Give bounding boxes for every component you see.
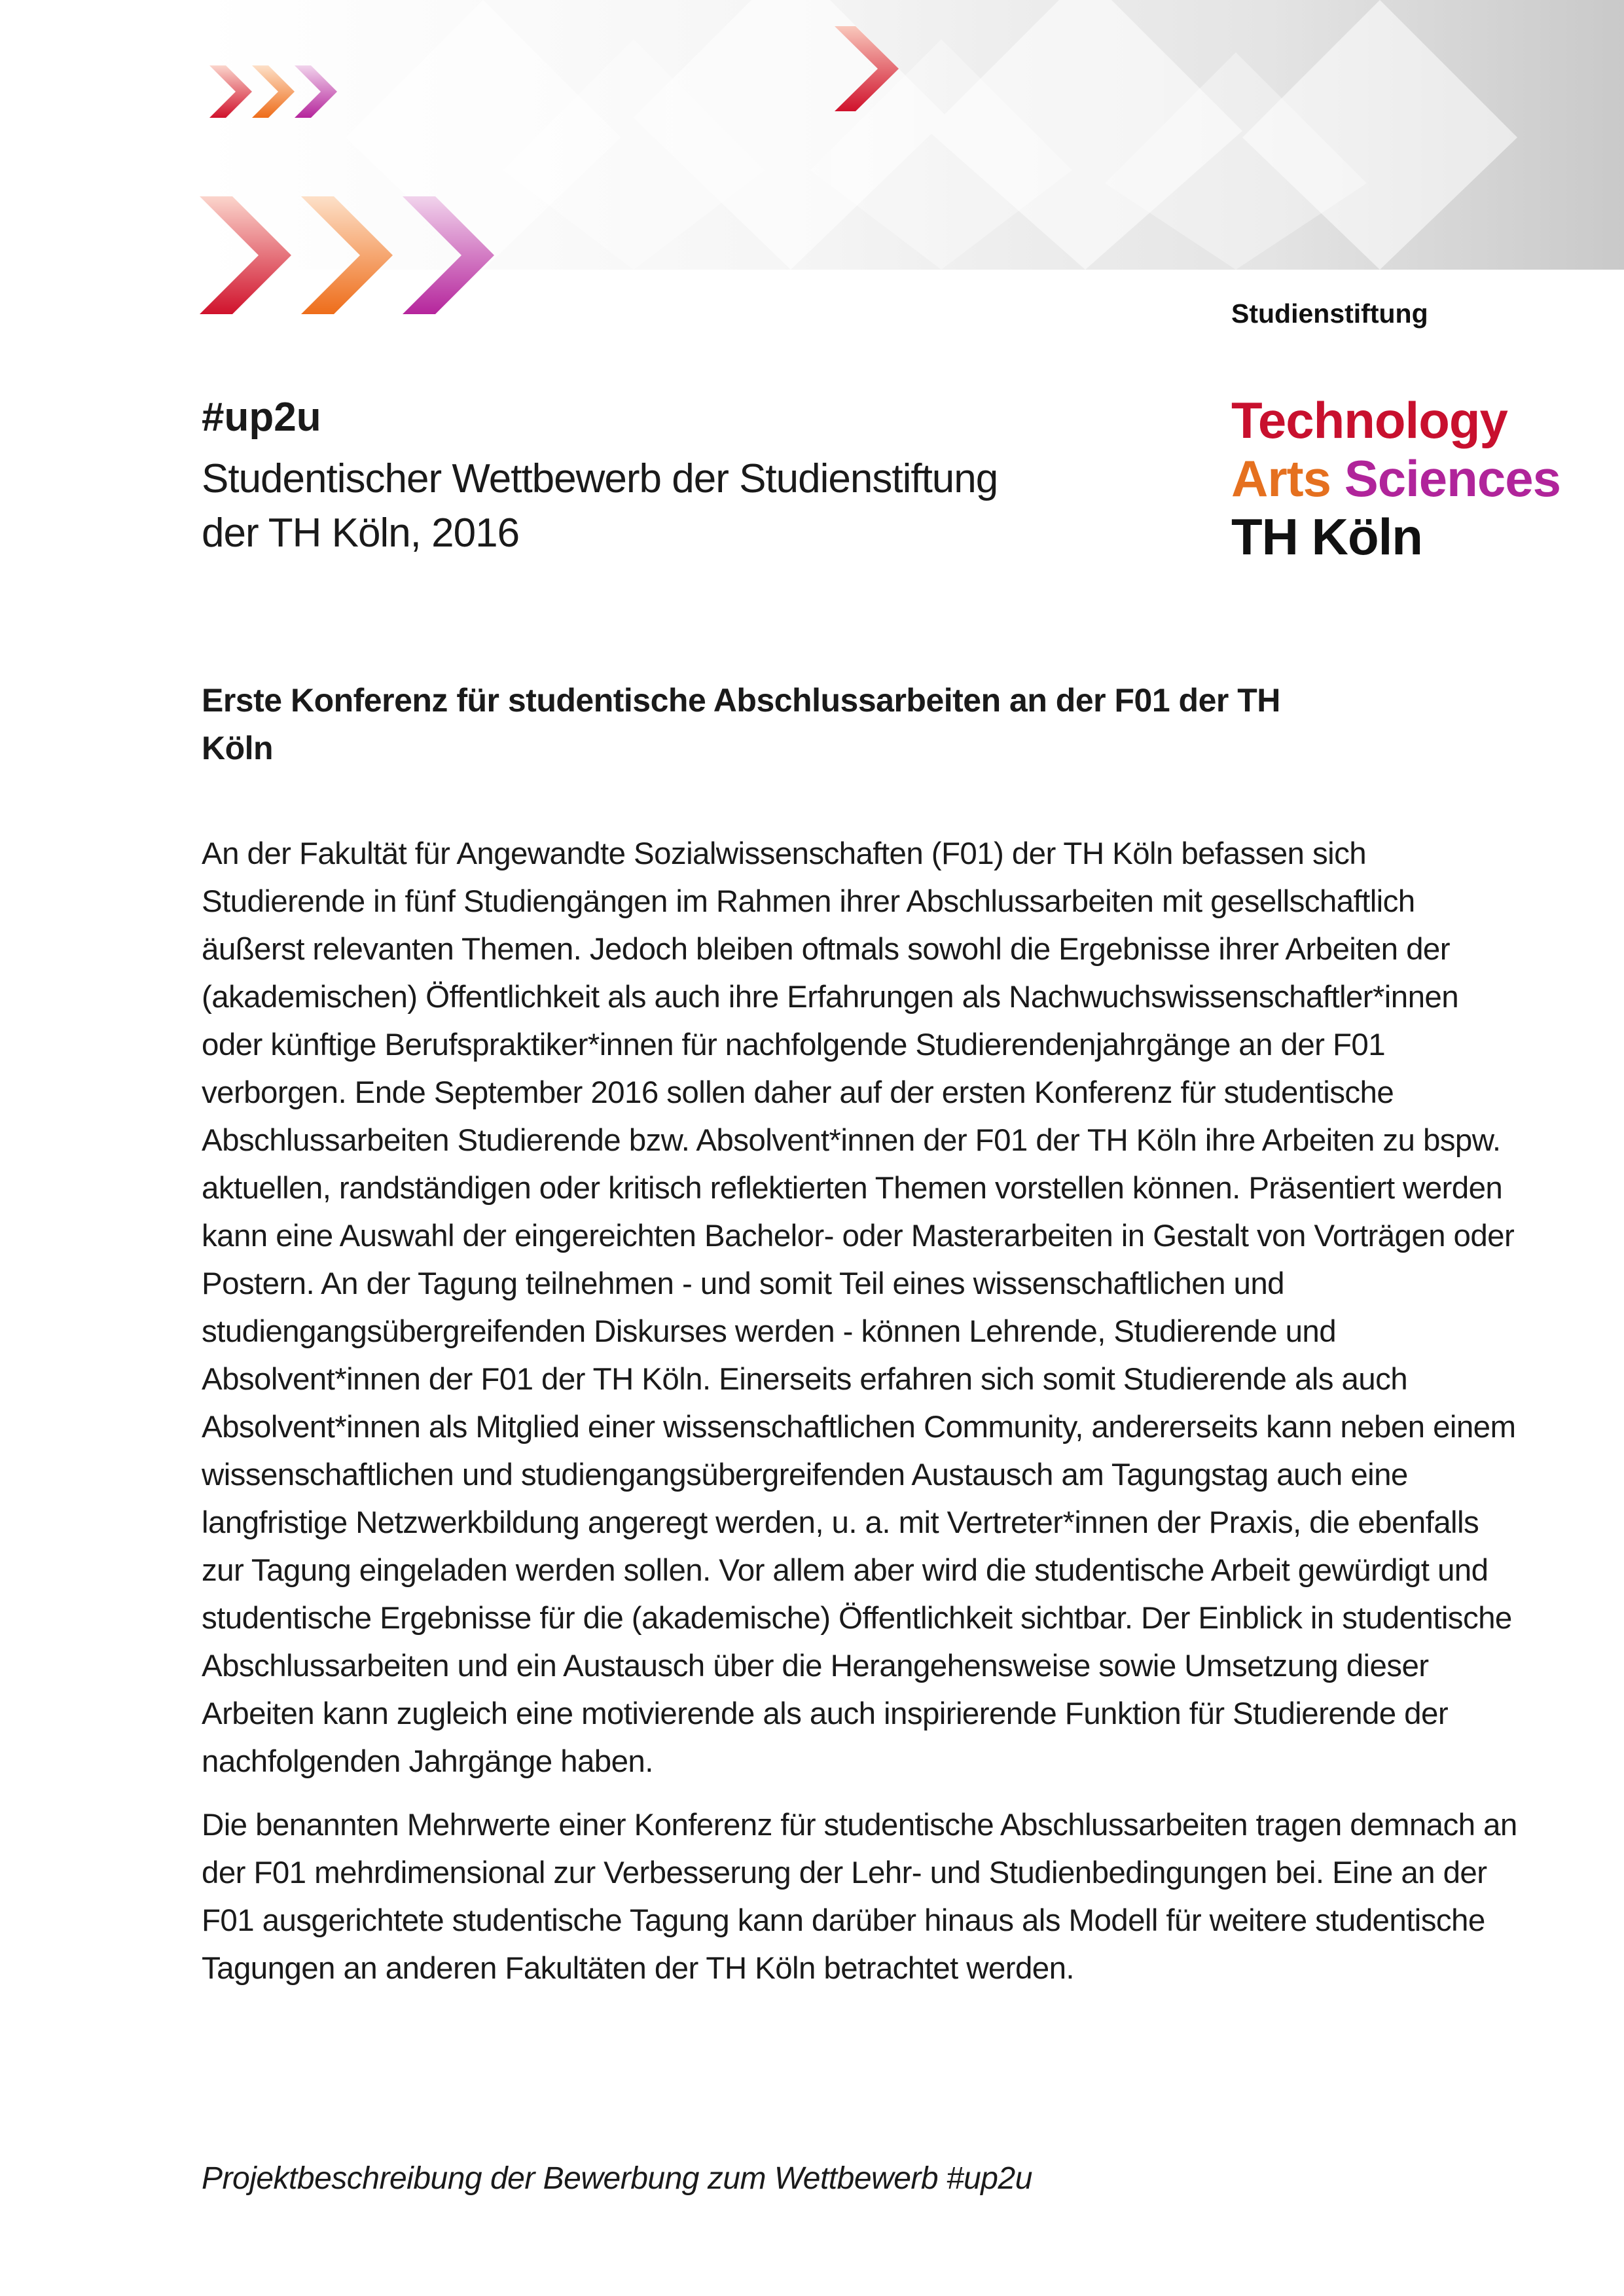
- chevron-arrows-icon: [190, 52, 530, 360]
- paragraph: An der Fakultät für Angewandte Sozialwissenschaften (F01) der TH Köln befassen sich Studierende in fünf Studiengängen im Rahmen ihrer Abschlussarbeiten mit gesellschaftlich äußerst relevanten Themen. Jedoch bleiben oftmals sowohl die Ergebnisse ihrer Arbeiten der (akademischen) Öffentlichkeit als auch ihre Erfahrungen als Nachwuchswissenschaftler*innen oder künftige Berufspraktiker*innen für nachfolgende Studierendenjahrgänge an der F01 verborgen. Ende September 2016 sollen daher auf der ersten Konferenz für studentische Abschlussarbeiten Studierende bzw. Absolvent*innen der F01 der TH Köln ihre Arbeiten zu bspw. aktuellen, randständigen oder kritisch reflektierten Themen vorstellen können. Präsentiert werden kann eine Auswahl der eingereichten Bachelor- oder Masterarbeiten in Gestalt von Vorträgen oder Postern. An der Tagung teilnehmen - und somit Teil eines wissenschaftlichen und studiengangsübergreifenden Diskurses werden - können Lehrende, Studierende und Absolvent*innen der F01 der TH Köln. Einerseits erfahren sich somit Studierende als auch Absolvent*innen als Mitglied einer wissenschaftlichen Community, andererseits kann neben einem wissenschaftlichen und studiengangsübergreifenden Austausch am Tagungstag auch eine langfristige Netzwerkbildung angeregt werden, u. a. mit Vertreter*innen der Praxis, die ebenfalls zur Tagung eingeladen werden sollen. Vor allem aber wird die studentische Arbeit gewürdigt und studentische Ergebnisse für die (akademische) Öffentlichkeit sichtbar. Der Einblick in studentische Abschlussarbeiten und ein Austausch über die Herangehensweise sowie Umsetzung dieser Arbeiten kann zugleich eine motivierende als auch inspirierende Funktion für Studierende der nachfolgenden Jahrgänge haben.: [202, 836, 1516, 1779]
- logo-arts: Arts: [1231, 450, 1331, 507]
- logo-arts-sciences: [1231, 450, 1561, 508]
- article-body: [202, 830, 1524, 2008]
- caption: Projektbeschreibung der Bewerbung zum Wettbewerb #up2u: [202, 2161, 1032, 2196]
- single-chevron-icon: [828, 26, 907, 111]
- paragraph: Die benannten Mehrwerte einer Konferenz für studentische Abschlussarbeiten tragen demnach an der F01 mehrdimensional zur Verbesserung der Lehr- und Studienbedingungen bei. Eine an der F01 ausgerichtete studentische Tagung kann darüber hinaus als Modell für weitere studentische Tagungen an anderen Fakultäten der TH Köln betrachtet werden.: [202, 1808, 1517, 1986]
- article-heading: Erste Konferenz für studentische Abschlussarbeiten an der F01 der TH Köln: [202, 682, 1280, 766]
- brand-label: Studienstiftung: [1231, 298, 1428, 329]
- logo-technology: Technology: [1231, 391, 1507, 449]
- logo-th-koeln: TH Köln: [1231, 508, 1422, 565]
- competition-subtitle: Studentischer Wettbewerb der Studienstiftung der TH Köln, 2016: [202, 456, 998, 556]
- hashtag-title: #up2u: [202, 395, 321, 440]
- logo-sciences: Sciences: [1344, 450, 1561, 507]
- th-koeln-logo: [1231, 391, 1561, 566]
